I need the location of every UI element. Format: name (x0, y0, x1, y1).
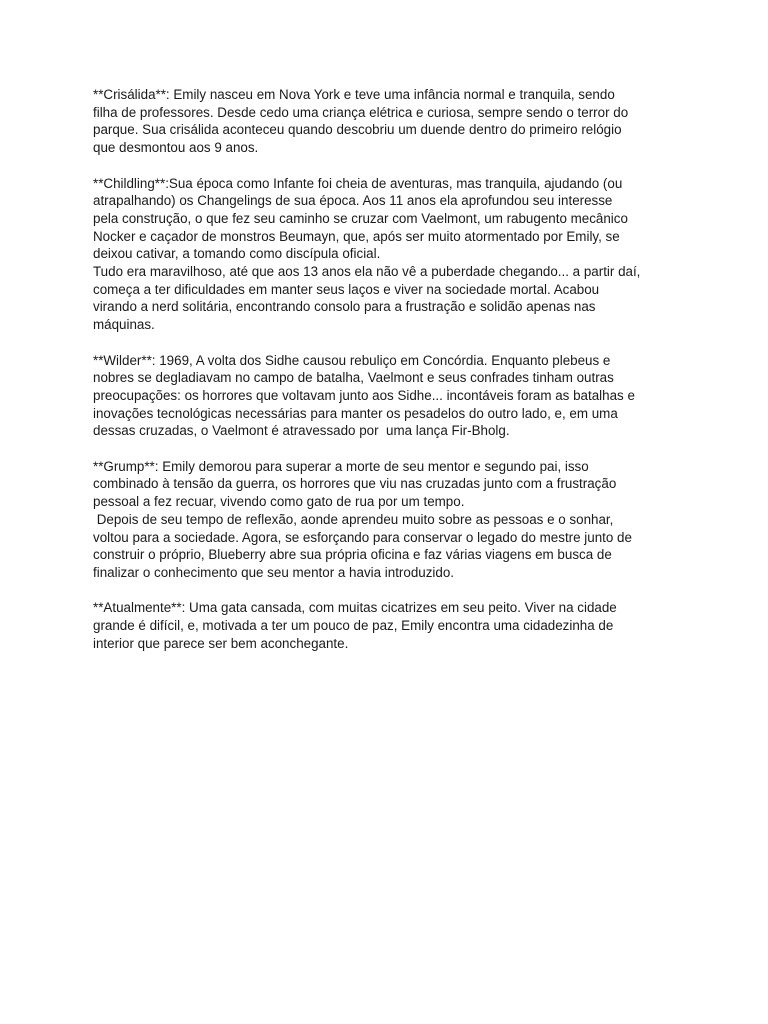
text-line: começa a ter dificuldades em manter seus laços e viver na sociedade mortal. Acabou (93, 281, 600, 297)
text-line: inovações tecnológicas necessárias para manter os pesadelos do outro lado, e, em uma (93, 405, 618, 421)
paragraph-crisalida (93, 86, 683, 157)
text-line: máquinas. (93, 317, 155, 333)
text-line: **Grump**: Emily demorou para superar a morte de seu mentor e segundo pai, isso (93, 458, 589, 474)
text-line: nobres se degladiavam no campo de batalha, Vaelmont e seus confrades tinham outras (93, 370, 614, 386)
text-line: atrapalhando) os Changelings de sua época. Aos 11 anos ela aprofundou seu interesse (93, 193, 613, 209)
text-line: dessas cruzadas, o Vaelmont é atravessado por uma lança Fir-Bholg. (93, 423, 510, 439)
text-line: parque. Sua crisálida aconteceu quando descobriu um duende dentro do primeiro relógio (93, 122, 622, 138)
text-line: Tudo era maravilhoso, até que aos 13 anos ela não vê a puberdade chegando... a partir daí, (93, 264, 641, 280)
paragraph-childling (93, 175, 683, 334)
text-line: **Childling**:Sua época como Infante foi cheia de aventuras, mas tranquila, ajudando (ou (93, 175, 623, 191)
text-line: Nocker e caçador de monstros Beumayn, que, após ser muito atormentado por Emily, se (93, 228, 620, 244)
text-line: construir o próprio, Blueberry abre sua própria oficina e faz várias viagens em busca de (93, 547, 612, 563)
text-line: **Atualmente**: Uma gata cansada, com muitas cicatrizes em seu peito. Viver na cidade (93, 600, 617, 616)
text-line: interior que parece ser bem aconchegante. (93, 635, 349, 651)
paragraph-atualmente (93, 599, 683, 652)
text-line: pessoal a fez recuar, vivendo como gato de rua por um tempo. (93, 494, 465, 510)
text-line: filha de professores. Desde cedo uma criança elétrica e curiosa, sempre sendo o terror do (93, 104, 629, 120)
text-line: preocupações: os horrores que voltavam junto aos Sidhe... incontáveis foram as batalhas e (93, 387, 635, 403)
text-line: pela construção, o que fez seu caminho se cruzar com Vaelmont, um rabugento mecânico (93, 210, 628, 226)
paragraph-grump (93, 458, 683, 582)
text-line: combinado à tensão da guerra, os horrores que viu nas cruzadas junto com a frustração (93, 476, 617, 492)
text-line: que desmontou aos 9 anos. (93, 140, 259, 156)
document-body (93, 86, 683, 670)
text-line: voltou para a sociedade. Agora, se esforçando para conservar o legado do mestre junto de (93, 529, 632, 545)
text-line: virando a nerd solitária, encontrando consolo para a frustração e solidão apenas nas (93, 299, 596, 315)
paragraph-wilder (93, 352, 683, 441)
text-line: Depois de seu tempo de reflexão, aonde aprendeu muito sobre as pessoas e o sonhar, (93, 511, 614, 527)
text-line: deixou cativar, a tomando como discípula oficial. (93, 246, 381, 262)
text-line: finalizar o conhecimento que seu mentor a havia introduzido. (93, 564, 455, 580)
text-line: **Wilder**: 1969, A volta dos Sidhe causou rebuliço em Concórdia. Enquanto plebeus e (93, 352, 611, 368)
text-line: grande é difícil, e, motivada a ter um pouco de paz, Emily encontra uma cidadezinha de (93, 618, 614, 634)
text-line: **Crisálida**: Emily nasceu em Nova York e teve uma infância normal e tranquila, sendo (93, 87, 615, 102)
